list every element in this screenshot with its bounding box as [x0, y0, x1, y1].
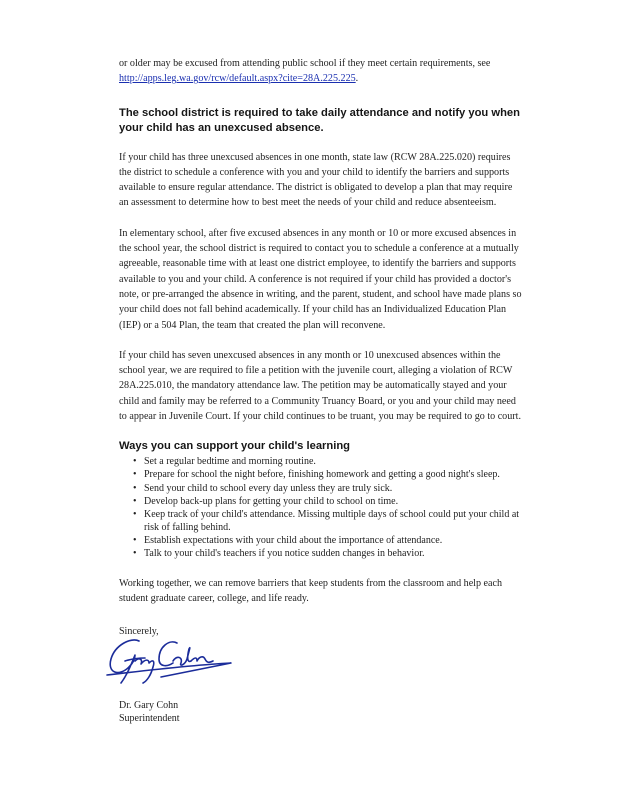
- list-item: • Keep track of your child's attendance. Missing multiple days of school could put your child at risk of falling behind.: [133, 508, 524, 534]
- signer-name: Dr. Gary Cohn: [119, 699, 179, 711]
- signer-title: Superintendent: [119, 712, 180, 724]
- sincerely-text: Sincerely,: [119, 625, 159, 637]
- attendance-heading: The school district is required to take daily attendance and notify you when your child has an unexcused absence.: [119, 106, 520, 135]
- closing-paragraph: Working together, we can remove barriers that keep students from the classroom and help each student graduate career, college, and life ready.: [119, 578, 503, 605]
- paragraph-elementary: In elementary school, after five excused absences in any month or 10 or more excused absences in the school year, the school district is required to contact you to schedule a conference at a mutually agreeable, reasonable time with at least one district employee, to identify the barriers and supports available to you and your child. A conference is not required if your child has provided a doctor's note, or pre-arranged the absence in writing, and the parent, student, and school have made plans so your child does not fall behind academically. If your child has an Individualized Education Plan (IEP) or a 504 Plan, the team that created the plan will reconvene.: [119, 227, 522, 331]
- handwritten-signature: [101, 631, 236, 687]
- letter-page: [119, 56, 524, 725]
- signer-block: [119, 699, 524, 725]
- intro-end: .: [355, 73, 359, 85]
- intro-text: or older may be excused from attending public school if they meet certain requirements, see: [119, 58, 491, 69]
- rcw-link[interactable]: http://apps.leg.wa.gov/rcw/default.aspx?cite=28A.225.225: [119, 73, 356, 85]
- list-item: • Prepare for school the night before, finishing homework and getting a good night's sleep.: [133, 468, 524, 481]
- support-heading: Ways you can support your child's learning: [119, 440, 351, 453]
- paragraph-three-absences: If your child has three unexcused absences in one month, state law (RCW 28A.225.020) requires the district to schedule a conference with you and your child to identify the barriers and supports available to ensure regular attendance. The district is obligated to develop a plan that may require an assessment to determine how to best meet the needs of your child and reduce absenteeism.: [119, 151, 513, 209]
- list-item: • Develop back-up plans for getting your child to school on time.: [133, 495, 524, 508]
- support-list: [119, 455, 524, 560]
- list-item: • Establish expectations with your child about the importance of attendance.: [133, 534, 524, 547]
- list-item: • Send your child to school every day unless they are truly sick.: [133, 482, 524, 495]
- signature-block: [119, 625, 524, 699]
- paragraph-seven-absences: If your child has seven unexcused absences in any month or 10 unexcused absences within the school year, we are required to file a petition with the juvenile court, alleging a violation of RCW 28A.225.010, the mandatory attendance law. The petition may be automatically stayed and your child and family may be referred to a Community Truancy Board, or you and your child may need to appear in Juvenile Court. If your child continues to be truant, you may be required to go to court.: [119, 349, 521, 423]
- list-item: • Talk to your child's teachers if you notice sudden changes in behavior.: [133, 547, 524, 560]
- intro-paragraph: [119, 56, 524, 87]
- list-item: • Set a regular bedtime and morning routine.: [133, 455, 524, 468]
